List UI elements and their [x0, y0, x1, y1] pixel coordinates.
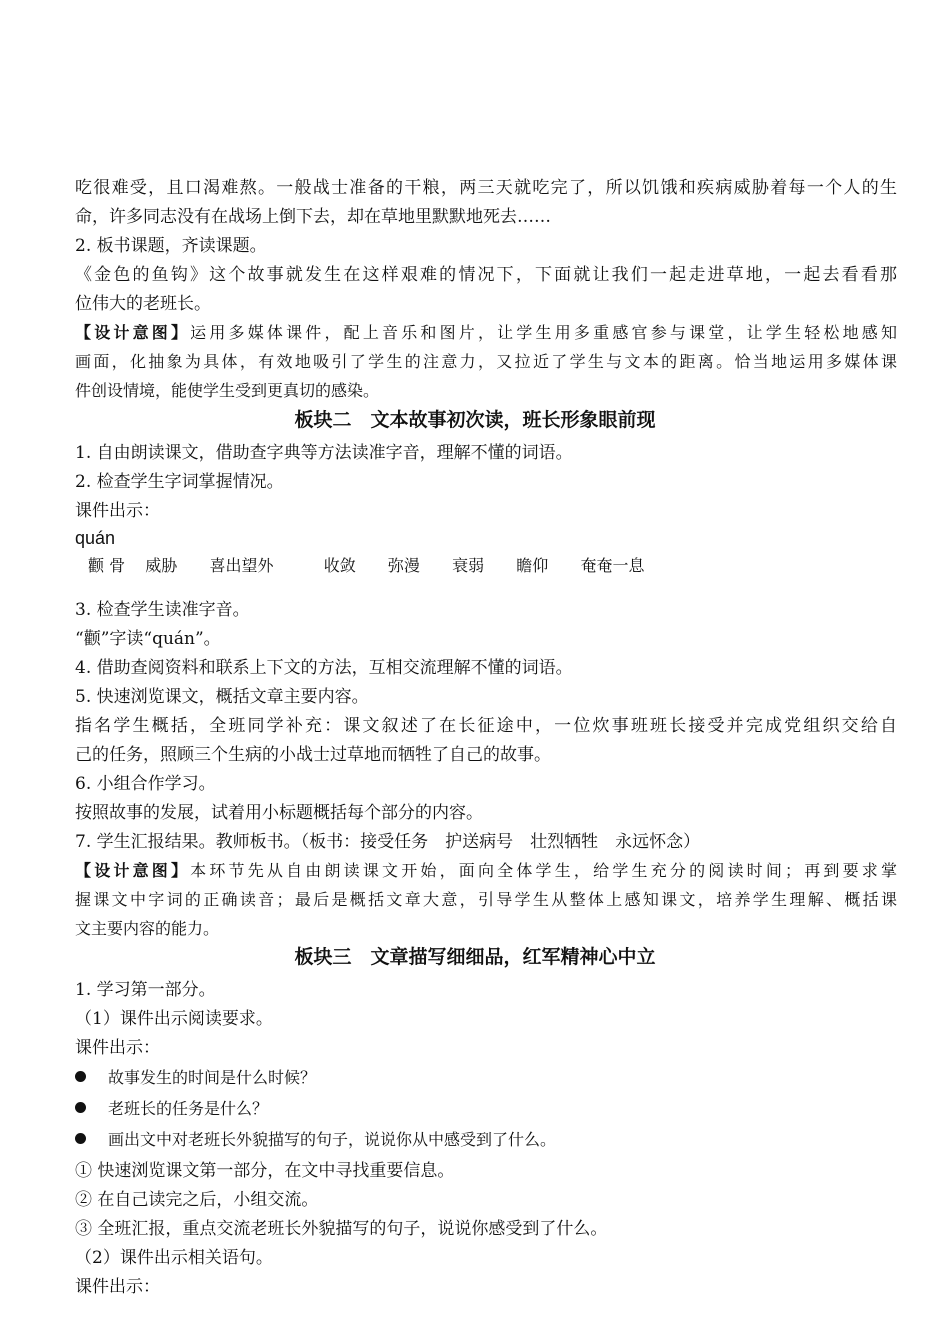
- paragraph-line: 7. 学生汇报结果。教师板书。（板书：接受任务 护送病号 壮烈牺牲 永远怀念）: [75, 832, 701, 852]
- bullet-dot-icon: [75, 1102, 86, 1113]
- design-intent-label: 【设计意图】: [75, 861, 191, 880]
- paragraph-line: 吃很难受，且口渴难熬。一般战士准备的干粮，两三天就吃完了，所以饥饿和疾病威胁着每一个人的生: [75, 178, 897, 198]
- paragraph-line: 2. 板书课题，齐读课题。: [75, 236, 267, 256]
- vocab-word: 奄奄一息: [580, 556, 645, 575]
- paragraph-line: ② 在自己读完之后，小组交流。: [75, 1190, 319, 1210]
- paragraph-line: 2. 检查学生字词掌握情况。: [75, 472, 284, 492]
- paragraph-line: 《金色的鱼钩》这个故事就发生在这样艰难的情况下，下面就让我们一起走进草地，一起去看看那: [75, 265, 897, 285]
- design-intent-line: 件创设情境，能使学生受到更真切的感染。: [75, 381, 380, 400]
- paragraph-line: 4. 借助查阅资料和联系上下文的方法，互相交流理解不懂的词语。: [75, 658, 573, 678]
- bullet-dot-icon: [75, 1133, 86, 1144]
- vocab-word: 喜出望外: [209, 556, 274, 575]
- paragraph-line: （1）课件出示阅读要求。: [75, 1009, 273, 1029]
- paragraph-line: 1. 学习第一部分。: [75, 980, 216, 1000]
- paragraph-line: ③ 全班汇报，重点交流老班长外貌描写的句子，说说你感受到了什么。: [75, 1219, 608, 1239]
- paragraph-line: 己的任务，照顾三个生病的小战士过草地而牺牲了自己的故事。: [75, 745, 551, 765]
- design-intent-line: 文主要内容的能力。: [75, 919, 220, 938]
- section-heading-3: 板块三 文章描写细细品，红军精神心中立: [294, 946, 656, 968]
- paragraph-line: 课件出示：: [75, 1038, 160, 1058]
- design-intent-line: 【设计意图】运用多媒体课件，配上音乐和图片，让学生用多重感官参与课堂，让学生轻松地感知: [75, 323, 897, 342]
- section-heading-2: 板块二 文本故事初次读，班长形象眼前现: [294, 409, 656, 431]
- paragraph-line: 按照故事的发展，试着用小标题概括每个部分的内容。: [75, 803, 483, 823]
- design-intent-label: 【设计意图】: [75, 323, 191, 342]
- paragraph-line: （2）课件出示相关语句。: [75, 1248, 273, 1268]
- bullet-item: 画出文中对老班长外貌描写的句子，说说你从中感受到了什么。: [75, 1126, 556, 1154]
- paragraph-line: “颧”字读“quán”。: [75, 629, 221, 649]
- paragraph-line: ① 快速浏览课文第一部分，在文中寻找重要信息。: [75, 1161, 455, 1181]
- vocab-word: 瞻仰: [516, 556, 549, 575]
- vocab-word: 弥漫: [387, 556, 420, 575]
- paragraph-line: 3. 检查学生读准字音。: [75, 600, 250, 620]
- paragraph-line: 课件出示：: [75, 501, 160, 521]
- bullet-item: 老班长的任务是什么？: [75, 1095, 268, 1123]
- vocab-word: 衰弱: [452, 556, 485, 575]
- bullet-item: 故事发生的时间是什么时候？: [75, 1064, 316, 1092]
- vocab-words: [88, 553, 645, 576]
- paragraph-line: 6. 小组合作学习。: [75, 774, 216, 794]
- design-intent-line: 画面，化抽象为具体，有效地吸引了学生的注意力，又拉近了学生与文本的距离。恰当地运用多媒体课: [75, 352, 897, 371]
- paragraph-line: 5. 快速浏览课文，概括文章主要内容。: [75, 687, 369, 707]
- paragraph-line: 位伟大的老班长。: [75, 294, 211, 314]
- pinyin-annotation: quán: [75, 528, 116, 548]
- paragraph-line: 命，许多同志没有在战场上倒下去，却在草地里默默地死去……: [75, 207, 551, 227]
- design-intent-line: 握课文中字词的正确读音；最后是概括文章大意，引导学生从整体上感知课文，培养学生理解、概括课: [75, 890, 897, 909]
- vocab-word: 收敛: [323, 556, 356, 575]
- paragraph-line: 指名学生概括，全班同学补充：课文叙述了在长征途中，一位炊事班班长接受并完成党组织交给自: [75, 716, 897, 736]
- vocab-word: 威胁: [145, 556, 178, 575]
- paragraph-line: 课件出示：: [75, 1277, 160, 1297]
- paragraph-line: 1. 自由朗读课文，借助查字典等方法读准字音，理解不懂的词语。: [75, 443, 573, 463]
- vocab-word: 颧 骨: [88, 556, 126, 575]
- bullet-dot-icon: [75, 1071, 86, 1082]
- design-intent-line: 【设计意图】本环节先从自由朗读课文开始，面向全体学生，给学生充分的阅读时间；再到要求掌: [75, 861, 897, 880]
